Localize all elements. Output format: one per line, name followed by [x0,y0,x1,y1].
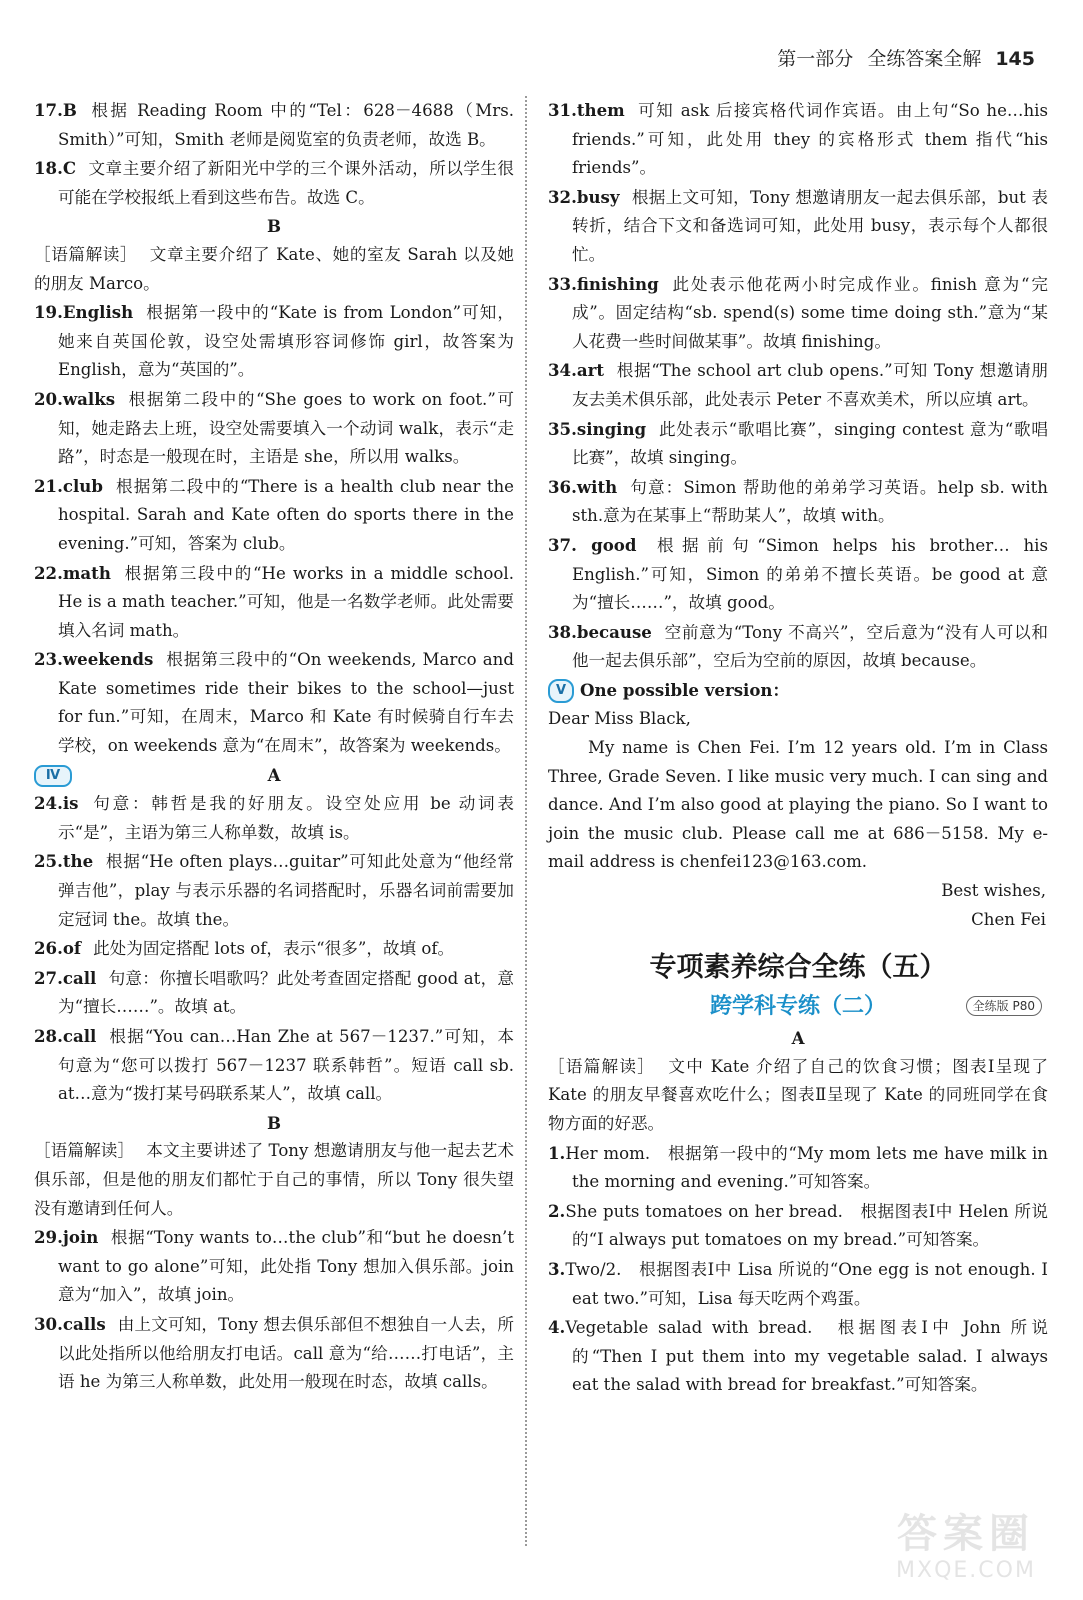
left-column [34,96,514,1397]
answer-item: 19.English 根据第一段中的“Kate is from London”可知，她来自英国伦敦，设空处需填形容词修饰 girl，故答案为 English，意为“英国的”。 [34,302,514,380]
watermark-logo: 答案圈 [897,1511,1035,1557]
watermark-url: MXQE.COM [896,1558,1036,1583]
answer-item: 37. good 根据前句“Simon helps his brother… his English.”可知，Simon 的弟弟不擅长英语。be good at 意为“擅长……”，故填 good。 [548,534,1048,613]
letter-signature: Chen Fei [971,909,1046,929]
answer-item: 31.them 可知 ask 后接宾格代词作宾语。由上句“So he…his friends.”可知，此处用 they 的宾格形式 them 指代“his friends”。 [548,100,1048,178]
letter-greeting: Dear Miss Black, [548,709,691,729]
sample-letter [548,705,1048,934]
answer-item: 25.the 根据“He often plays…guitar”可知此处意为“他经常弹吉他”，play 与表示乐器的名词搭配时，乐器名词前需要加定冠词 the。故填 the。 [34,851,514,929]
answer-item: 24.is 句意：韩哲是我的好朋友。设空处应用 be 动词表示“是”，主语为第三人称单数，故填 is。 [34,793,514,842]
letter-body: My name is Chen Fei. I’m 12 years old. I’m in Class Three, Grade Seven. I like music very much. I can sing and dance. And I’m also good at playing the piano. So I want to join the music club. Please call me at 686－5158. My e-mail address is chenfei123@163.com. [548,738,1048,872]
answer-item: 2.She puts tomatoes on her bread. 根据图表Ⅰ中 Helen 所说的“I always put tomatoes on my bread.”可知答案。 [548,1200,1048,1250]
answer-item: 4.Vegetable salad with bread. 根据图表Ⅰ中 John 所说的“Then I put them into my vegetable salad. I always eat the salad with bread for breakfast.”可知答案。 [548,1317,1048,1395]
answer-item: 21.club 根据第二段中的“There is a health club near the hospital. Sarah and Kate often do sports there in the evening.”可知，答案为 club。 [34,475,514,553]
answer-item: 38.because 空前意为“Tony 不高兴”，空后意为“没有人可以和他一起去俱乐部”，空后为空前的原因，故填 because。 [548,621,1048,671]
watermark [871,1510,1061,1590]
answer-item: 33.finishing 此处表示他花两小时完成作业。finish 意为“完成”。固定结构“sb. spend(s) some time doing sth.”意为“某人花费一些时间做某事”。故填 finishing。 [548,273,1048,351]
passage-summary: ［语篇解读］ 本文主要讲述了 Tony 想邀请朋友与他一起去艺术俱乐部，但是他的朋友们都忙于自己的事情，所以 Tony 很失望没有邀请到任何人。 [34,1141,514,1218]
section-heading: A [267,764,281,785]
part-iv-row [34,761,514,790]
section-heading: A [791,1028,805,1049]
section-heading: B [266,1112,282,1133]
part-v-badge: Ⅴ [548,679,574,703]
answer-item: 18.C 文章主要介绍了新阳光中学的三个课外活动，所以学生很可能在学校报纸上看到这些布告。故选 C。 [34,158,514,207]
answer-item: 29.join 根据“Tony wants to…the club”和“but he doesn’t want to go alone”可知，此处指 Tony 想加入俱乐部。join 意为“加入”，故填 join。 [34,1227,514,1305]
section-subtitle: 跨学科专练（二） [709,994,886,1020]
passage-summary: ［语篇解读］ 文中 Kate 介绍了自己的饮食习惯；图表Ⅰ呈现了 Kate 的朋友早餐喜欢吃什么；图表Ⅱ呈现了 Kate 的同班同学在食物方面的好恶。 [548,1056,1048,1133]
page-header [777,44,1035,71]
answer-item: 23.weekends 根据第三段中的“On weekends, Marco and Kate sometimes ride their bikes to the school—just for fun.”可知，在周末，Marco 和 Kate 有时候骑自行车去学校，on weekends 意为“在周末”，故答案为 weekends。 [34,649,514,756]
sample-version-heading: Ⅴ One possible version： [548,676,1048,706]
header-title: 全练答案全解 [867,48,982,70]
answer-item: 17.B 根据 Reading Room 中的“Tel：628－4688（Mrs. Smith）”可知，Smith 老师是阅览室的负责老师，故选 B。 [34,100,514,149]
answer-item: 27.call 句意：你擅长唱歌吗？此处考查固定搭配 good at，意为“擅长……”。故填 at。 [34,967,514,1017]
passage-summary: ［语篇解读］ 文章主要介绍了 Kate、她的室友 Sarah 以及她的朋友 Marco。 [34,244,515,293]
part-iv-badge: Ⅳ [34,765,72,787]
header-section: 第一部分 [777,48,854,70]
letter-closing: Best wishes, [941,881,1046,901]
answer-item: 28.call 根据“You can…Han Zhe at 567－1237.”可知，本句意为“您可以拨打 567－1237 联系韩哲”。短语 call sb. at…意为“拨打某号码联系某人”，故填 call。 [34,1026,514,1104]
answer-item: 34.art 根据“The school art club opens.”可知 Tony 想邀请朋友去美术俱乐部，此处表示 Peter 不喜欢美术，所以应填 art。 [548,360,1048,409]
section-title: 专项素养综合全练（五） [649,952,947,984]
answer-item: 36.with 句意：Simon 帮助他的弟弟学习英语。help sb. with sth.意为在某事上“帮助某人”，故填 with。 [548,476,1048,526]
subtitle-row [548,990,1048,1024]
page-reference-badge: 全练版 P80 [966,996,1042,1016]
section-heading: B [266,216,282,237]
column-divider [525,96,527,1546]
page-number: 145 [995,48,1035,70]
answer-item: 32.busy 根据上文可知，Tony 想邀请朋友一起去俱乐部，but 表转折，结合下文和备选词可知，此处用 busy，表示每个人都很忙。 [548,186,1048,264]
answer-item: 3.Two/2. 根据图表Ⅰ中 Lisa 所说的“One egg is not enough. I eat two.”可知，Lisa 每天吃两个鸡蛋。 [548,1258,1048,1308]
answer-item: 35.singing 此处表示“歌唱比赛”，singing contest 意为“歌唱比赛”，故填 singing。 [548,418,1048,468]
answer-item: 22.math 根据第三段中的“He works in a middle school. He is a math teacher.”可知，他是一名数学老师。此处需要填入名词 math。 [34,562,514,640]
answer-item: 30.calls 由上文可知，Tony 想去俱乐部但不想独自一人去，所以此处指所以他给朋友打电话。call 意为“给……打电话”，主语 he 为第三人称单数，此处用一般现在时态，故填 calls。 [34,1313,514,1392]
answer-item: 20.walks 根据第二段中的“She goes to work on foot.”可知，她走路去上班，设空处需要填入一个动词 walk，表示“走路”，时态是一般现在时，主语是 she，所以用 walks。 [34,388,514,467]
right-column [548,96,1048,1400]
answer-item: 26.of 此处为固定搭配 lots of，表示“很多”，故填 of。 [34,938,455,959]
answer-item: 1.Her mom. 根据第一段中的“My mom lets me have milk in the morning and evening.”可知答案。 [548,1142,1048,1192]
